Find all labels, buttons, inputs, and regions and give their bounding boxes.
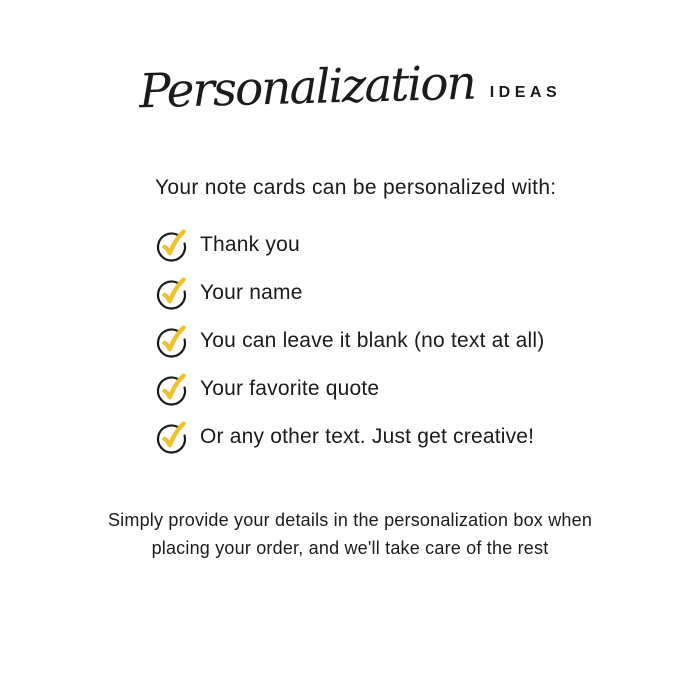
check-circle-icon [155, 371, 191, 407]
footer-note [0, 506, 700, 562]
check-circle-icon [155, 419, 191, 455]
check-circle-icon [155, 275, 191, 311]
title-script-word: Personalization [138, 55, 476, 120]
check-circle-icon [155, 323, 191, 359]
footer-line-2: placing your order, and we'll take care of the rest [151, 538, 549, 558]
list-item-label: Your favorite quote [200, 377, 380, 400]
list-item [155, 275, 556, 311]
personalization-options-list [155, 227, 556, 455]
footer-line-1: Simply provide your details in the personalization box when [107, 510, 593, 530]
content-block [155, 176, 556, 455]
check-circle-icon [155, 227, 191, 263]
page-title [0, 55, 700, 120]
list-item-label: You can leave it blank (no text at all) [200, 329, 545, 352]
list-item [155, 227, 556, 263]
list-item-label: Or any other text. Just get creative! [200, 425, 535, 448]
intro-heading: Your note cards can be personalized with: [155, 176, 557, 199]
list-item-label: Thank you [200, 233, 300, 256]
title-suffix-word: IDEAS [489, 83, 562, 101]
list-item [155, 371, 556, 407]
list-item-label: Your name [200, 281, 303, 304]
list-item [155, 419, 556, 455]
list-item [155, 323, 556, 359]
